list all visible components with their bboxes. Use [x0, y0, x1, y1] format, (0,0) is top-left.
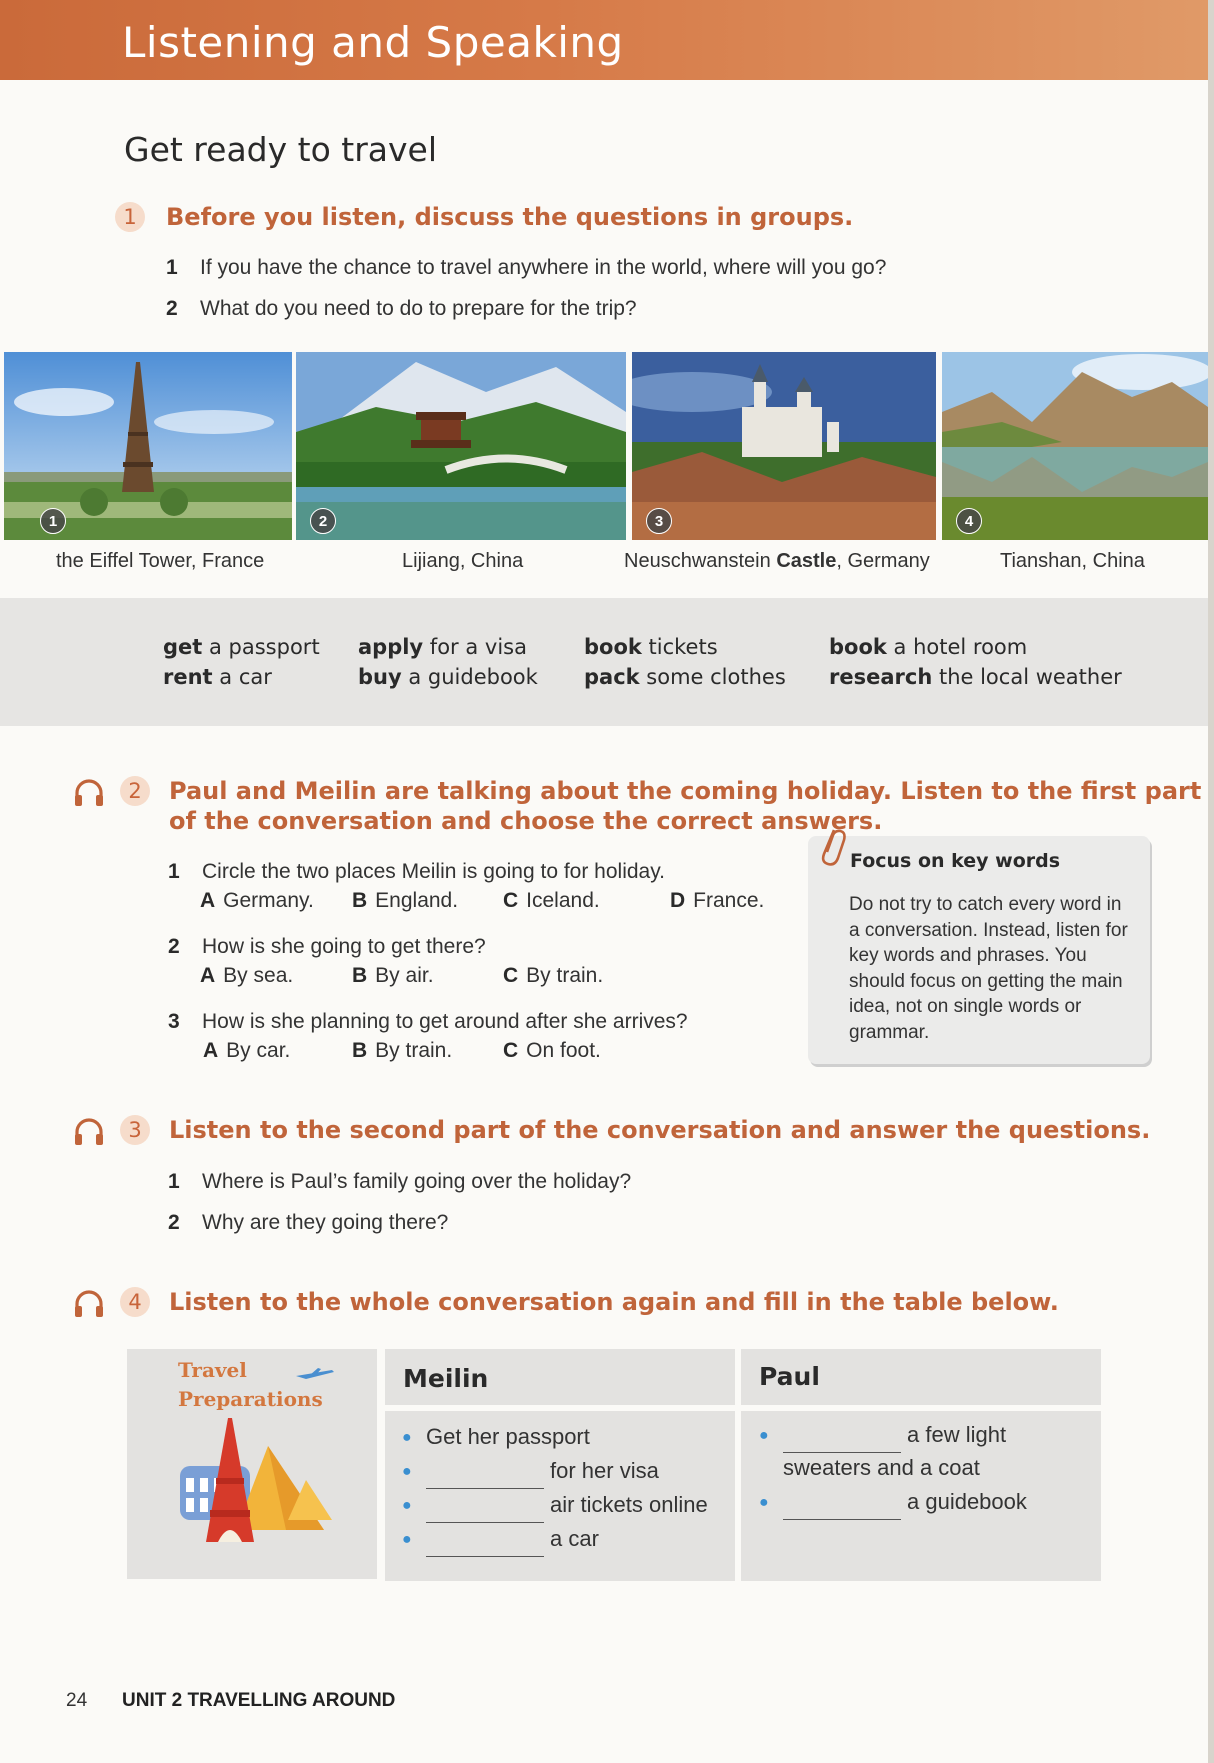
task4-number: 4 [120, 1287, 150, 1317]
phrase: book tickets [584, 635, 718, 659]
question-text: If you have the chance to travel anywhere in the world, where will you go? [200, 256, 887, 279]
phrase: apply for a visa [358, 635, 527, 659]
table-row: ● a few light [759, 1418, 1006, 1453]
option[interactable]: D France. [670, 889, 765, 912]
column-header: Paul [759, 1362, 820, 1391]
photo-caption [624, 550, 930, 573]
photo-caption: Lijiang, China [402, 550, 524, 572]
photo-badge: 2 [310, 508, 336, 534]
answer-blank[interactable] [783, 1498, 901, 1520]
caption-part: , Germany [836, 550, 930, 572]
option[interactable]: A By car. [203, 1039, 291, 1062]
phrase: pack some clothes [584, 665, 786, 689]
headphones-icon[interactable] [72, 1287, 106, 1321]
task3-question: 2 Why are they going there? [168, 1211, 449, 1234]
task3-heading: Listen to the second part of the conversation and answer the questions. [169, 1116, 1151, 1144]
phrase: research the local weather [829, 665, 1122, 689]
task2-question: 3 How is she planning to get around after she arrives? [168, 1010, 688, 1033]
task2-question: 1 Circle the two places Meilin is going to for holiday. [168, 860, 665, 883]
photo-badge: 3 [646, 508, 672, 534]
option[interactable]: B By train. [352, 1039, 453, 1062]
task2-question: 2 How is she going to get there? [168, 935, 486, 958]
table-row: ● a car [402, 1522, 599, 1557]
photo-badge: 1 [40, 508, 66, 534]
photo-caption: the Eiffel Tower, France [56, 550, 265, 572]
phrase: rent a car [163, 665, 272, 689]
eiffel-tower-photo [4, 352, 292, 540]
task2-number: 2 [120, 776, 150, 806]
castle-photo [632, 352, 936, 540]
phrase: buy a guidebook [358, 665, 538, 689]
question-number: 1 [166, 256, 178, 279]
phrase: book a hotel room [829, 635, 1028, 659]
banner-title: Listening and Speaking [122, 18, 624, 67]
table-row-continuation: sweaters and a coat [783, 1455, 980, 1480]
table-row: ● for her visa [402, 1454, 659, 1489]
airplane-icon [294, 1366, 336, 1382]
tianshan-photo [942, 352, 1208, 540]
lijiang-photo [296, 352, 626, 540]
option[interactable]: C By train. [503, 964, 604, 987]
landmarks-illustration-icon [176, 1418, 336, 1546]
badge-title: Travel [178, 1358, 247, 1382]
section-title: Get ready to travel [124, 130, 437, 169]
option[interactable]: A By sea. [200, 964, 294, 987]
table-row: ● a guidebook [759, 1485, 1027, 1520]
task2-heading: of the conversation and choose the correct answers. [169, 807, 883, 835]
badge-title: Preparations [178, 1387, 323, 1411]
caption-part: Neuschwanstein [624, 550, 777, 572]
option[interactable]: A Germany. [200, 889, 314, 912]
question-text: What do you need to do to prepare for the trip? [200, 297, 637, 320]
option[interactable]: C Iceland. [503, 889, 600, 912]
page-edge [1208, 0, 1214, 1763]
task1-heading: Before you listen, discuss the questions in groups. [166, 203, 854, 231]
caption-bold: Castle [776, 550, 837, 572]
task4-heading: Listen to the whole conversation again and fill in the table below. [169, 1288, 1059, 1316]
answer-blank[interactable] [426, 1467, 544, 1489]
option[interactable]: B By air. [352, 964, 434, 987]
headphones-icon[interactable] [72, 1115, 106, 1149]
page-number: 24 [66, 1690, 88, 1711]
task3-question: 1 Where is Paul’s family going over the holiday? [168, 1170, 632, 1193]
answer-blank[interactable] [783, 1431, 901, 1453]
task1-question [166, 294, 637, 324]
question-number: 2 [166, 297, 178, 320]
headphones-icon[interactable] [72, 776, 106, 810]
option[interactable]: C On foot. [503, 1039, 601, 1062]
unit-title: UNIT 2 TRAVELLING AROUND [122, 1690, 396, 1711]
task1-number: 1 [115, 202, 145, 232]
task3-number: 3 [120, 1115, 150, 1145]
column-header: Meilin [403, 1364, 489, 1393]
task1-question [166, 253, 886, 283]
task2-heading: Paul and Meilin are talking about the coming holiday. Listen to the first part [169, 777, 1202, 805]
phrase: get a passport [163, 635, 320, 659]
paperclip-icon [816, 824, 846, 868]
photo-caption: Tianshan, China [1000, 550, 1145, 572]
photo-badge: 4 [956, 508, 982, 534]
note-body: Do not try to catch every word in a conversation. Instead, listen for key words and phrases. You should focus on getting the main idea, not on single words or grammar. [849, 894, 1128, 1043]
answer-blank[interactable] [426, 1501, 544, 1523]
answer-blank[interactable] [426, 1535, 544, 1557]
note-title: Focus on key words [850, 850, 1061, 872]
option[interactable]: B England. [352, 889, 459, 912]
table-row: ● Get her passport [402, 1424, 590, 1449]
table-row: ● air tickets online [402, 1488, 708, 1523]
